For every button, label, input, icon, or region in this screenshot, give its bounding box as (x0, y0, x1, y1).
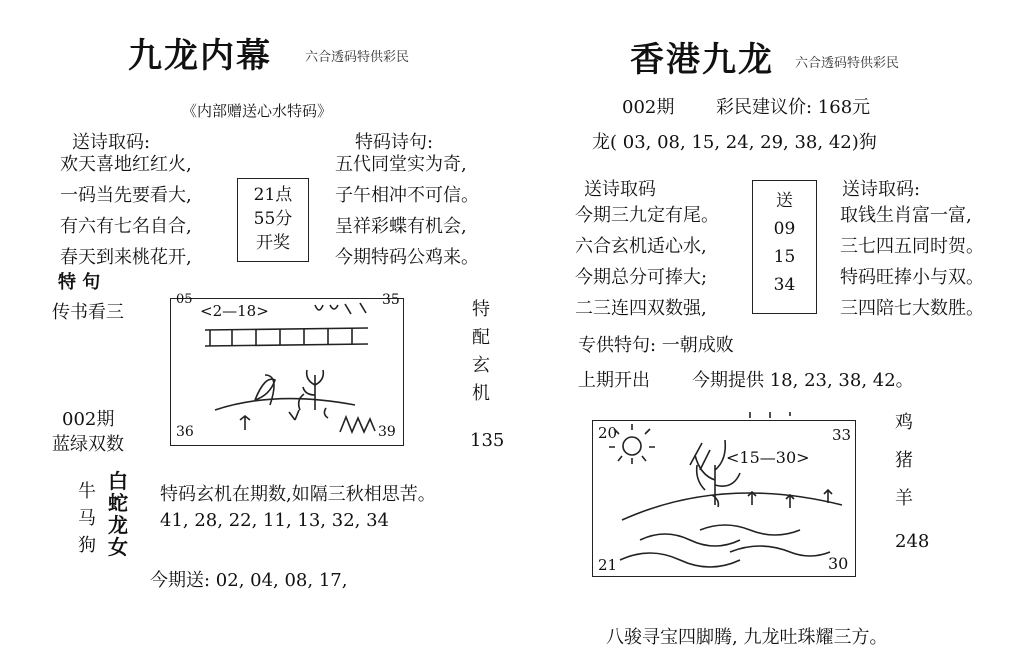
right-sketch-range: <15—30> (726, 448, 810, 467)
left-sketch-br: 39 (378, 424, 396, 440)
zodiac-char: 女 (108, 535, 128, 559)
animal-char: 猪 (895, 450, 913, 471)
left-sketch-tl: 05 (176, 292, 193, 307)
left-tema-line: 呈祥彩蝶有机会, (335, 216, 467, 237)
left-vertical-char: 配 (472, 327, 490, 348)
xuanji-line: 特码玄机在期数,如隔三秋相思苦。 (160, 484, 436, 505)
right-poem-line: 今期三九定有尾。 (575, 205, 719, 226)
right-poem-line: 六合玄机适心水, (575, 236, 707, 257)
left-poem-line: 春天到来桃花开, (60, 247, 192, 268)
right-poem-line: 二三连四双数强, (575, 298, 707, 319)
zodiac-char: 牛 (78, 481, 96, 502)
right-sketch-tr: 33 (832, 426, 852, 444)
draw-time-line: 55分 (253, 209, 293, 229)
left-tema-line: 子午相冲不可信。 (335, 185, 479, 206)
numbers-line: 41, 28, 22, 11, 13, 32, 34 (160, 510, 389, 531)
right-period: 002期 (622, 97, 675, 118)
special-line: 专供特句: 一朝成败 (578, 335, 734, 356)
last-open: 上期开出 (578, 370, 650, 391)
left-number: 135 (470, 430, 505, 451)
zodiac-char: 龙 (108, 513, 128, 537)
zodiac-char: 马 (78, 508, 96, 529)
right-title-note: 六合透码特供彩民 (795, 56, 900, 71)
right-poem-line: 今期总分可捧大; (575, 267, 708, 288)
right-poem2-line: 三四陪七大数胜。 (840, 298, 984, 319)
right-title: 香港九龙 (630, 40, 774, 80)
right-poem-heading: 送诗取码 (584, 179, 656, 200)
right-sketch-br: 30 (828, 554, 849, 573)
left-subtitle: 《内部赠送心水特码》 (182, 102, 333, 120)
right-sketch-tl: 20 (598, 424, 618, 442)
footer-line: 八骏寻宝四脚腾, 九龙吐珠耀三方。 (606, 627, 888, 648)
left-poem-line: 有六有七名自合, (60, 216, 192, 237)
left-sketch-bl: 36 (176, 424, 194, 440)
right-poem2-heading: 送诗取码: (842, 179, 921, 200)
zodiac-char: 狗 (78, 535, 96, 556)
zodiac-char: 白 (108, 469, 128, 493)
right-poem2-line: 特码旺捧小与双。 (840, 267, 984, 288)
left-tema-line: 今期特码公鸡来。 (335, 247, 479, 268)
send-line: 今期送: 02, 04, 08, 17, (150, 570, 348, 591)
left-vertical-char: 玄 (472, 355, 490, 376)
left-tema-line: 五代同堂实为奇, (335, 154, 467, 175)
animals (895, 404, 913, 518)
right-sketch-bl: 21 (598, 556, 618, 574)
left-sketch-range: <2—18> (200, 302, 269, 320)
send-box-line: 送 (776, 191, 793, 211)
left-chuanshu: 传书看三 (52, 302, 124, 323)
left-lanlv: 蓝绿双数 (52, 434, 124, 455)
right-price: 彩民建议价: 168元 (716, 97, 871, 118)
right-poem2-line: 三七四五同时贺。 (840, 236, 984, 257)
left-tejuo-heading: 特 句 (58, 272, 101, 293)
left-tema-heading: 特码诗句: (355, 132, 434, 153)
send-box-line: 09 (773, 219, 796, 239)
draw-time-line: 21点 (253, 185, 293, 205)
send-box-line: 15 (773, 247, 796, 267)
left-period: 002期 (62, 409, 115, 430)
animal-char: 鸡 (895, 412, 913, 433)
send-box-line: 34 (773, 275, 796, 295)
right-poem2-line: 取钱生肖富一富, (840, 205, 972, 226)
left-sketch-tr: 35 (382, 292, 400, 308)
left-poem-heading: 送诗取码: (72, 132, 151, 153)
left-poem-line: 欢天喜地红红火, (60, 154, 192, 175)
left-title-note: 六合透码特供彩民 (305, 50, 410, 65)
left-poem-line: 一码当先要看大, (60, 185, 192, 206)
left-vertical-char: 机 (472, 383, 490, 404)
left-vertical-char: 特 (472, 299, 490, 320)
animal-number: 248 (895, 531, 930, 552)
zodiac-char: 蛇 (108, 491, 128, 515)
draw-time-line: 开奖 (256, 233, 290, 253)
left-title: 九龙内幕 (128, 36, 272, 76)
animal-char: 羊 (895, 488, 913, 509)
provide-line: 今期提供 18, 23, 38, 42。 (692, 370, 914, 391)
dragon-line: 龙( 03, 08, 15, 24, 29, 38, 42)狗 (592, 132, 877, 153)
